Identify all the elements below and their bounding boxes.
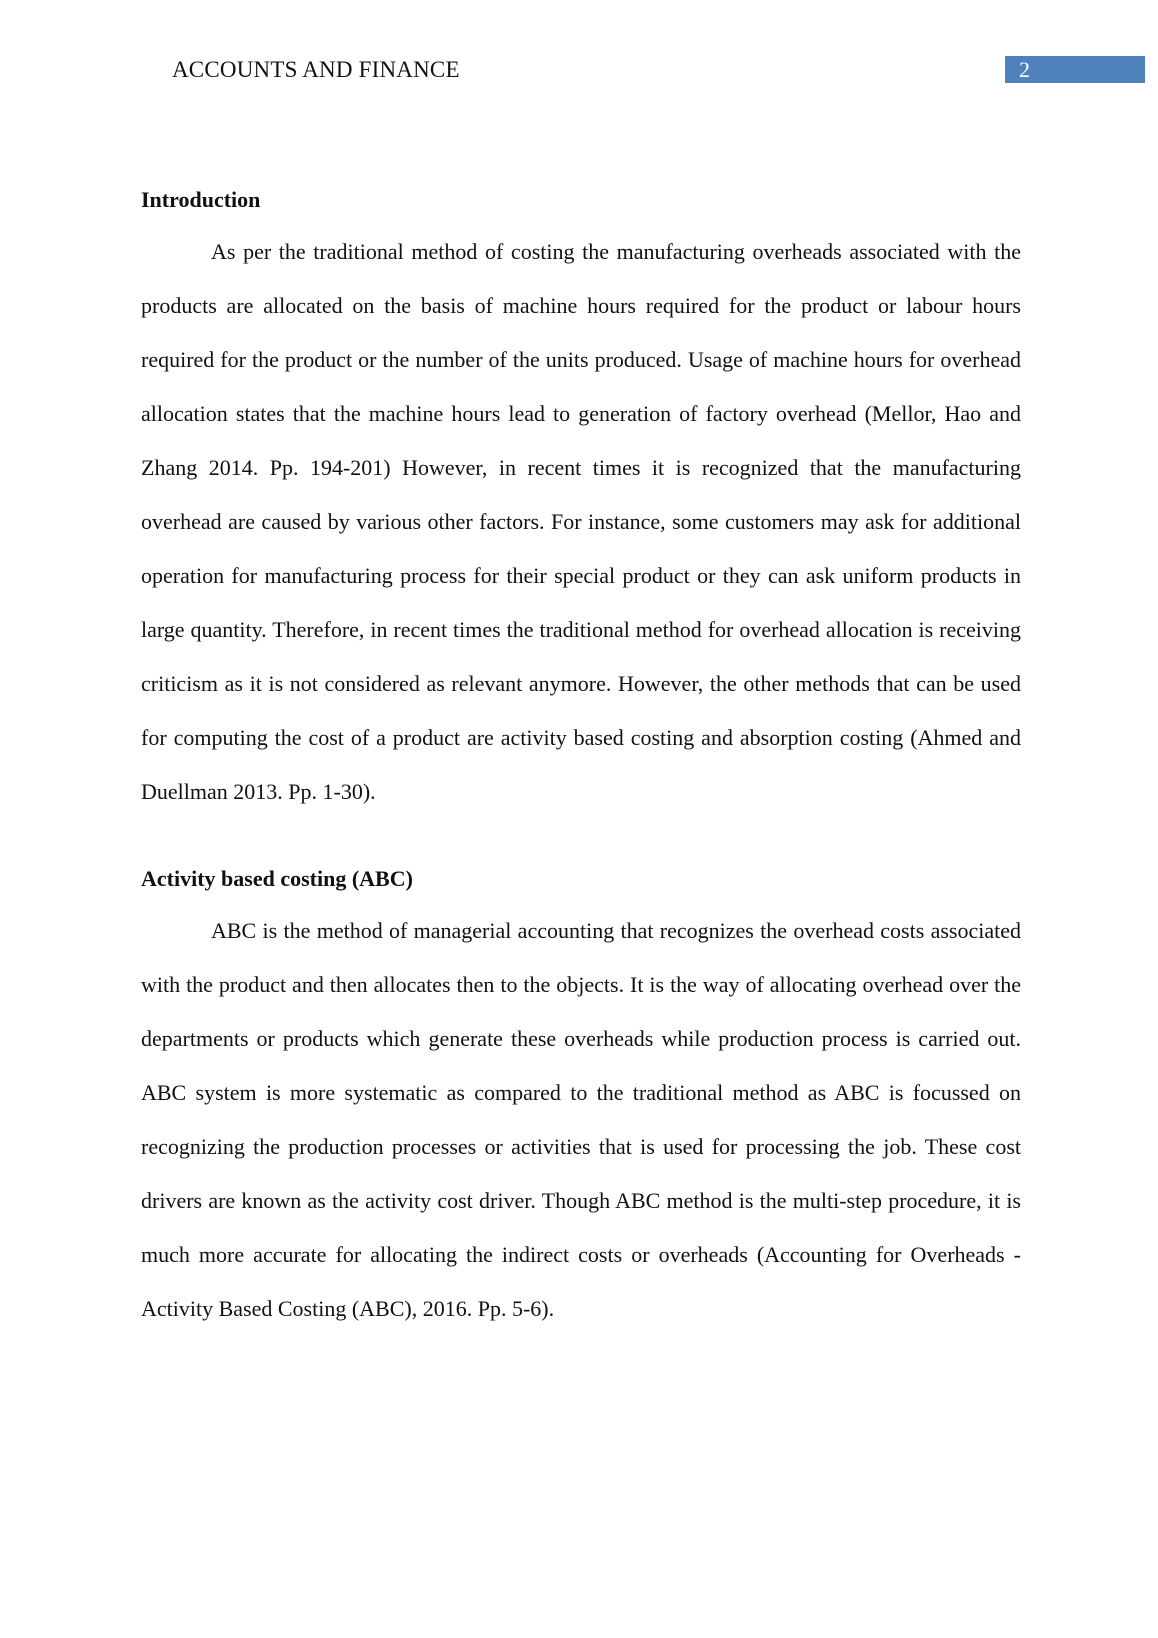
document-body — [141, 186, 1021, 1336]
section-heading-introduction: Introduction — [141, 187, 261, 212]
section-introduction — [141, 186, 1021, 819]
page-number: 2 — [1005, 56, 1145, 83]
section-activity-based-costing — [141, 865, 1021, 1336]
paragraph-abc: ABC is the method of managerial accounting that recognizes the overhead costs associated with the product and then allocates then to the objects. It is the way of allocating overhead over the departments or products which generate these overheads while production process is carried out. ABC system is more systematic as compared to the traditional method as ABC is focussed on recognizing the production processes or activities that is used for processing the job. These cost drivers are known as the activity cost driver. Though ABC method is the multi-step procedure, it is much more accurate for allocating the indirect costs or overheads (Accounting for Overheads - Activity Based Costing (ABC), 2016. Pp. 5-6). — [141, 918, 1021, 1321]
paragraph-introduction: As per the traditional method of costing the manufacturing overheads associated with the products are allocated on the basis of machine hours required for the product or labour hours required for the product or the number of the units produced. Usage of machine hours for overhead allocation states that the machine hours lead to generation of factory overhead (Mellor, Hao and Zhang 2014. Pp. 194-201) However, in recent times it is recognized that the manufacturing overhead are caused by various other factors. For instance, some customers may ask for additional operation for manufacturing process for their special product or they can ask uniform products in large quantity. Therefore, in recent times the traditional method for overhead allocation is receiving criticism as it is not considered as relevant anymore. However, the other methods that can be used for computing the cost of a product are activity based costing and absorption costing (Ahmed and Duellman 2013. Pp. 1-30). — [141, 239, 1021, 804]
running-header-title: ACCOUNTS AND FINANCE — [172, 57, 460, 82]
section-heading-abc: Activity based costing (ABC) — [141, 866, 413, 891]
